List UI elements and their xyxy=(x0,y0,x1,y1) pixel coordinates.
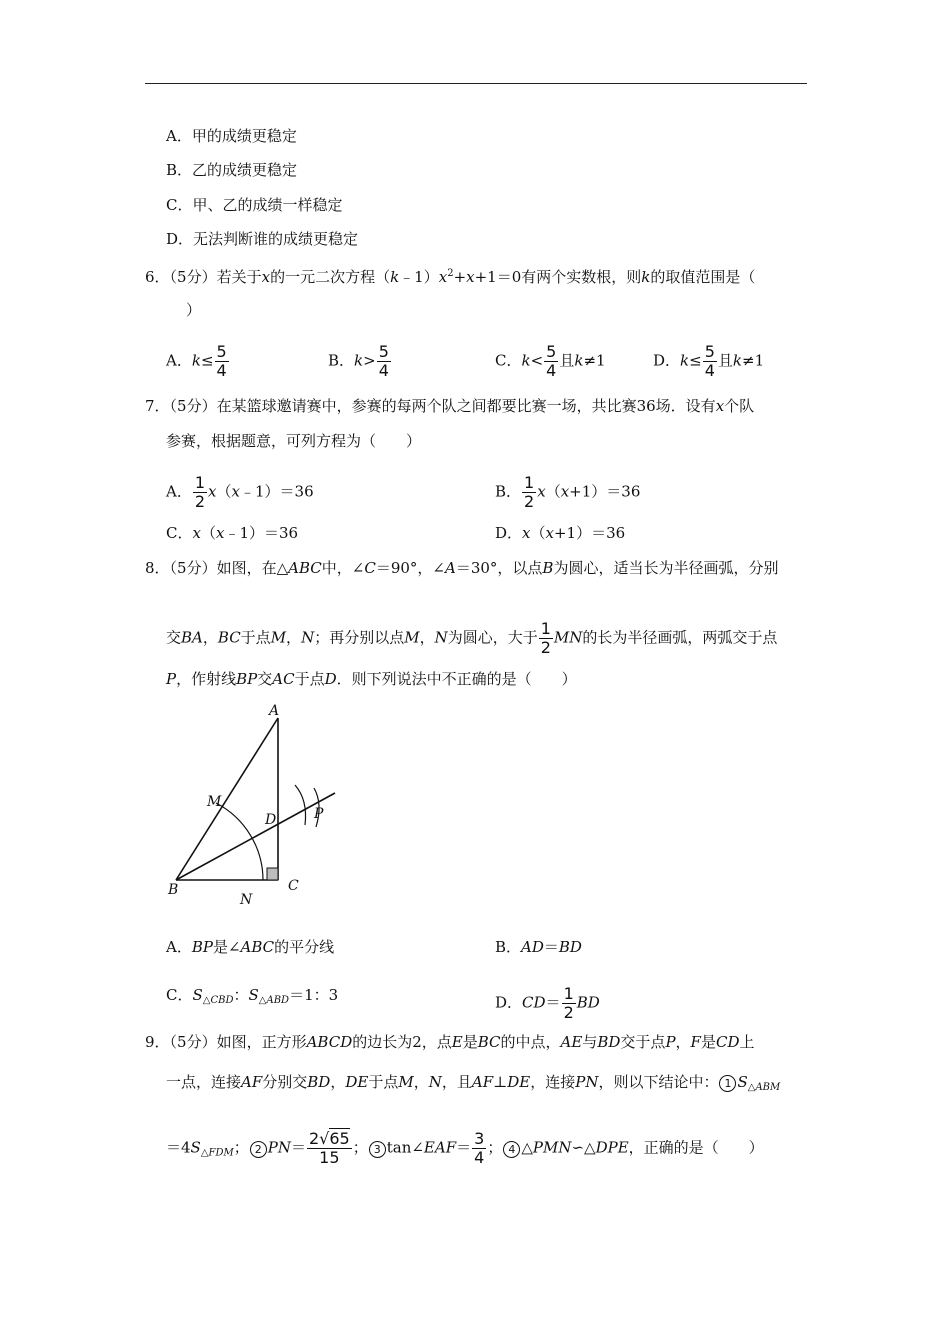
right-angle-mark xyxy=(267,868,278,880)
q8-option-a: A．BP是∠ABC的平分线 xyxy=(166,938,335,956)
q9-stem-line1: 9．（5分）如图，正方形ABCD的边长为2，点E是BC的中点，AE与BD交于点P，F是CD上 xyxy=(145,1033,755,1051)
q7-stem-line1: 7．（5分）在某篮球邀请赛中，参赛的每两个队之间都要比赛一场，共比赛36场．设有x个队 xyxy=(145,397,755,415)
q6-option-a: A．k≤ $\frac{5}{4}$ xyxy=(166,342,227,380)
q7-option-a: A． $\frac{1}{2}$ x（x﹣1）＝36 xyxy=(166,473,314,511)
label-c: C xyxy=(288,878,299,894)
q9-stem-line3: $=4S_{\triangle FDM}$； 2 PN＝ $\frac{2√65}{15}$ ； 3 tan∠EAF＝ $\frac{3}{4}$ ； 4 △PMN∽△DPE，正确的是（ ） xyxy=(166,1129,764,1167)
ray-bp xyxy=(176,793,335,880)
q8-option-b: B．AD＝BD xyxy=(495,938,582,956)
q8-stem-line1: 8．（5分）如图，在△ABC中，∠C＝90°，∠A＝30°，以点B为圆心，适当长为半径画弧，分别 xyxy=(145,559,779,577)
label-b: B xyxy=(168,882,179,898)
q8-figure xyxy=(160,700,350,915)
q6-option-d: D．k≤ $\frac{5}{4}$ 且k≠1 xyxy=(653,342,765,380)
q5-option-a: A．甲的成绩更稳定 xyxy=(166,127,297,145)
q6-stem-line1: 6．（5分）若关于x的一元二次方程$(k﹣1)x^2+x+1=0$有两个实数根，则k的取值范围是（ xyxy=(145,268,756,286)
q9-stem-line2: 一点，连接AF分别交BD，DE于点M，N，且AF⊥DE，连接PN，则以下结论中： 1 $S_{\triangle ABM}$ xyxy=(166,1073,781,1093)
arc-mn xyxy=(216,803,263,880)
q8-option-c: C．$S_{\triangle CBD}$：$S_{\triangle ABD}=1$：3 xyxy=(166,986,339,1006)
q5-option-b: B．乙的成绩更稳定 xyxy=(166,161,298,179)
q7-stem-line2: 参赛，根据题意，可列方程为（ ） xyxy=(166,432,422,450)
label-p: P xyxy=(314,806,324,822)
q6-stem-line2: ） xyxy=(186,301,202,319)
label-d: D xyxy=(265,812,277,828)
q8-stem-line3: P，作射线BP交AC于点D．则下列说法中不正确的是（ ） xyxy=(166,670,577,688)
arc-from-m xyxy=(295,785,306,825)
label-a: A xyxy=(269,703,280,719)
q5-option-d: D．无法判断谁的成绩更稳定 xyxy=(166,230,359,248)
header-rule xyxy=(145,83,807,84)
q8-stem-line2: 交BA，BC于点M，N；再分别以点M，N为圆心，大于 $\frac{1}{2}$ MN的长为半径画弧，两弧交于点 xyxy=(166,619,778,657)
q7-option-c: C．x（x﹣1）＝36 xyxy=(166,524,299,542)
segment-ab xyxy=(176,718,278,880)
q7-option-d: D．x（x+1）＝36 xyxy=(495,524,626,542)
q6-option-c: C．k< $\frac{5}{4}$ 且k≠1 xyxy=(495,342,606,380)
label-m: M xyxy=(207,794,222,810)
q6-option-b: B．k> $\frac{5}{4}$ xyxy=(328,342,389,380)
q7-option-b: B． $\frac{1}{2}$ x（x+1）＝36 xyxy=(495,473,641,511)
label-n: N xyxy=(240,892,253,908)
q5-option-c: C．甲、乙的成绩一样稳定 xyxy=(166,196,343,214)
q8-option-d: D．CD＝ $\frac{1}{2}$ BD xyxy=(495,984,600,1022)
